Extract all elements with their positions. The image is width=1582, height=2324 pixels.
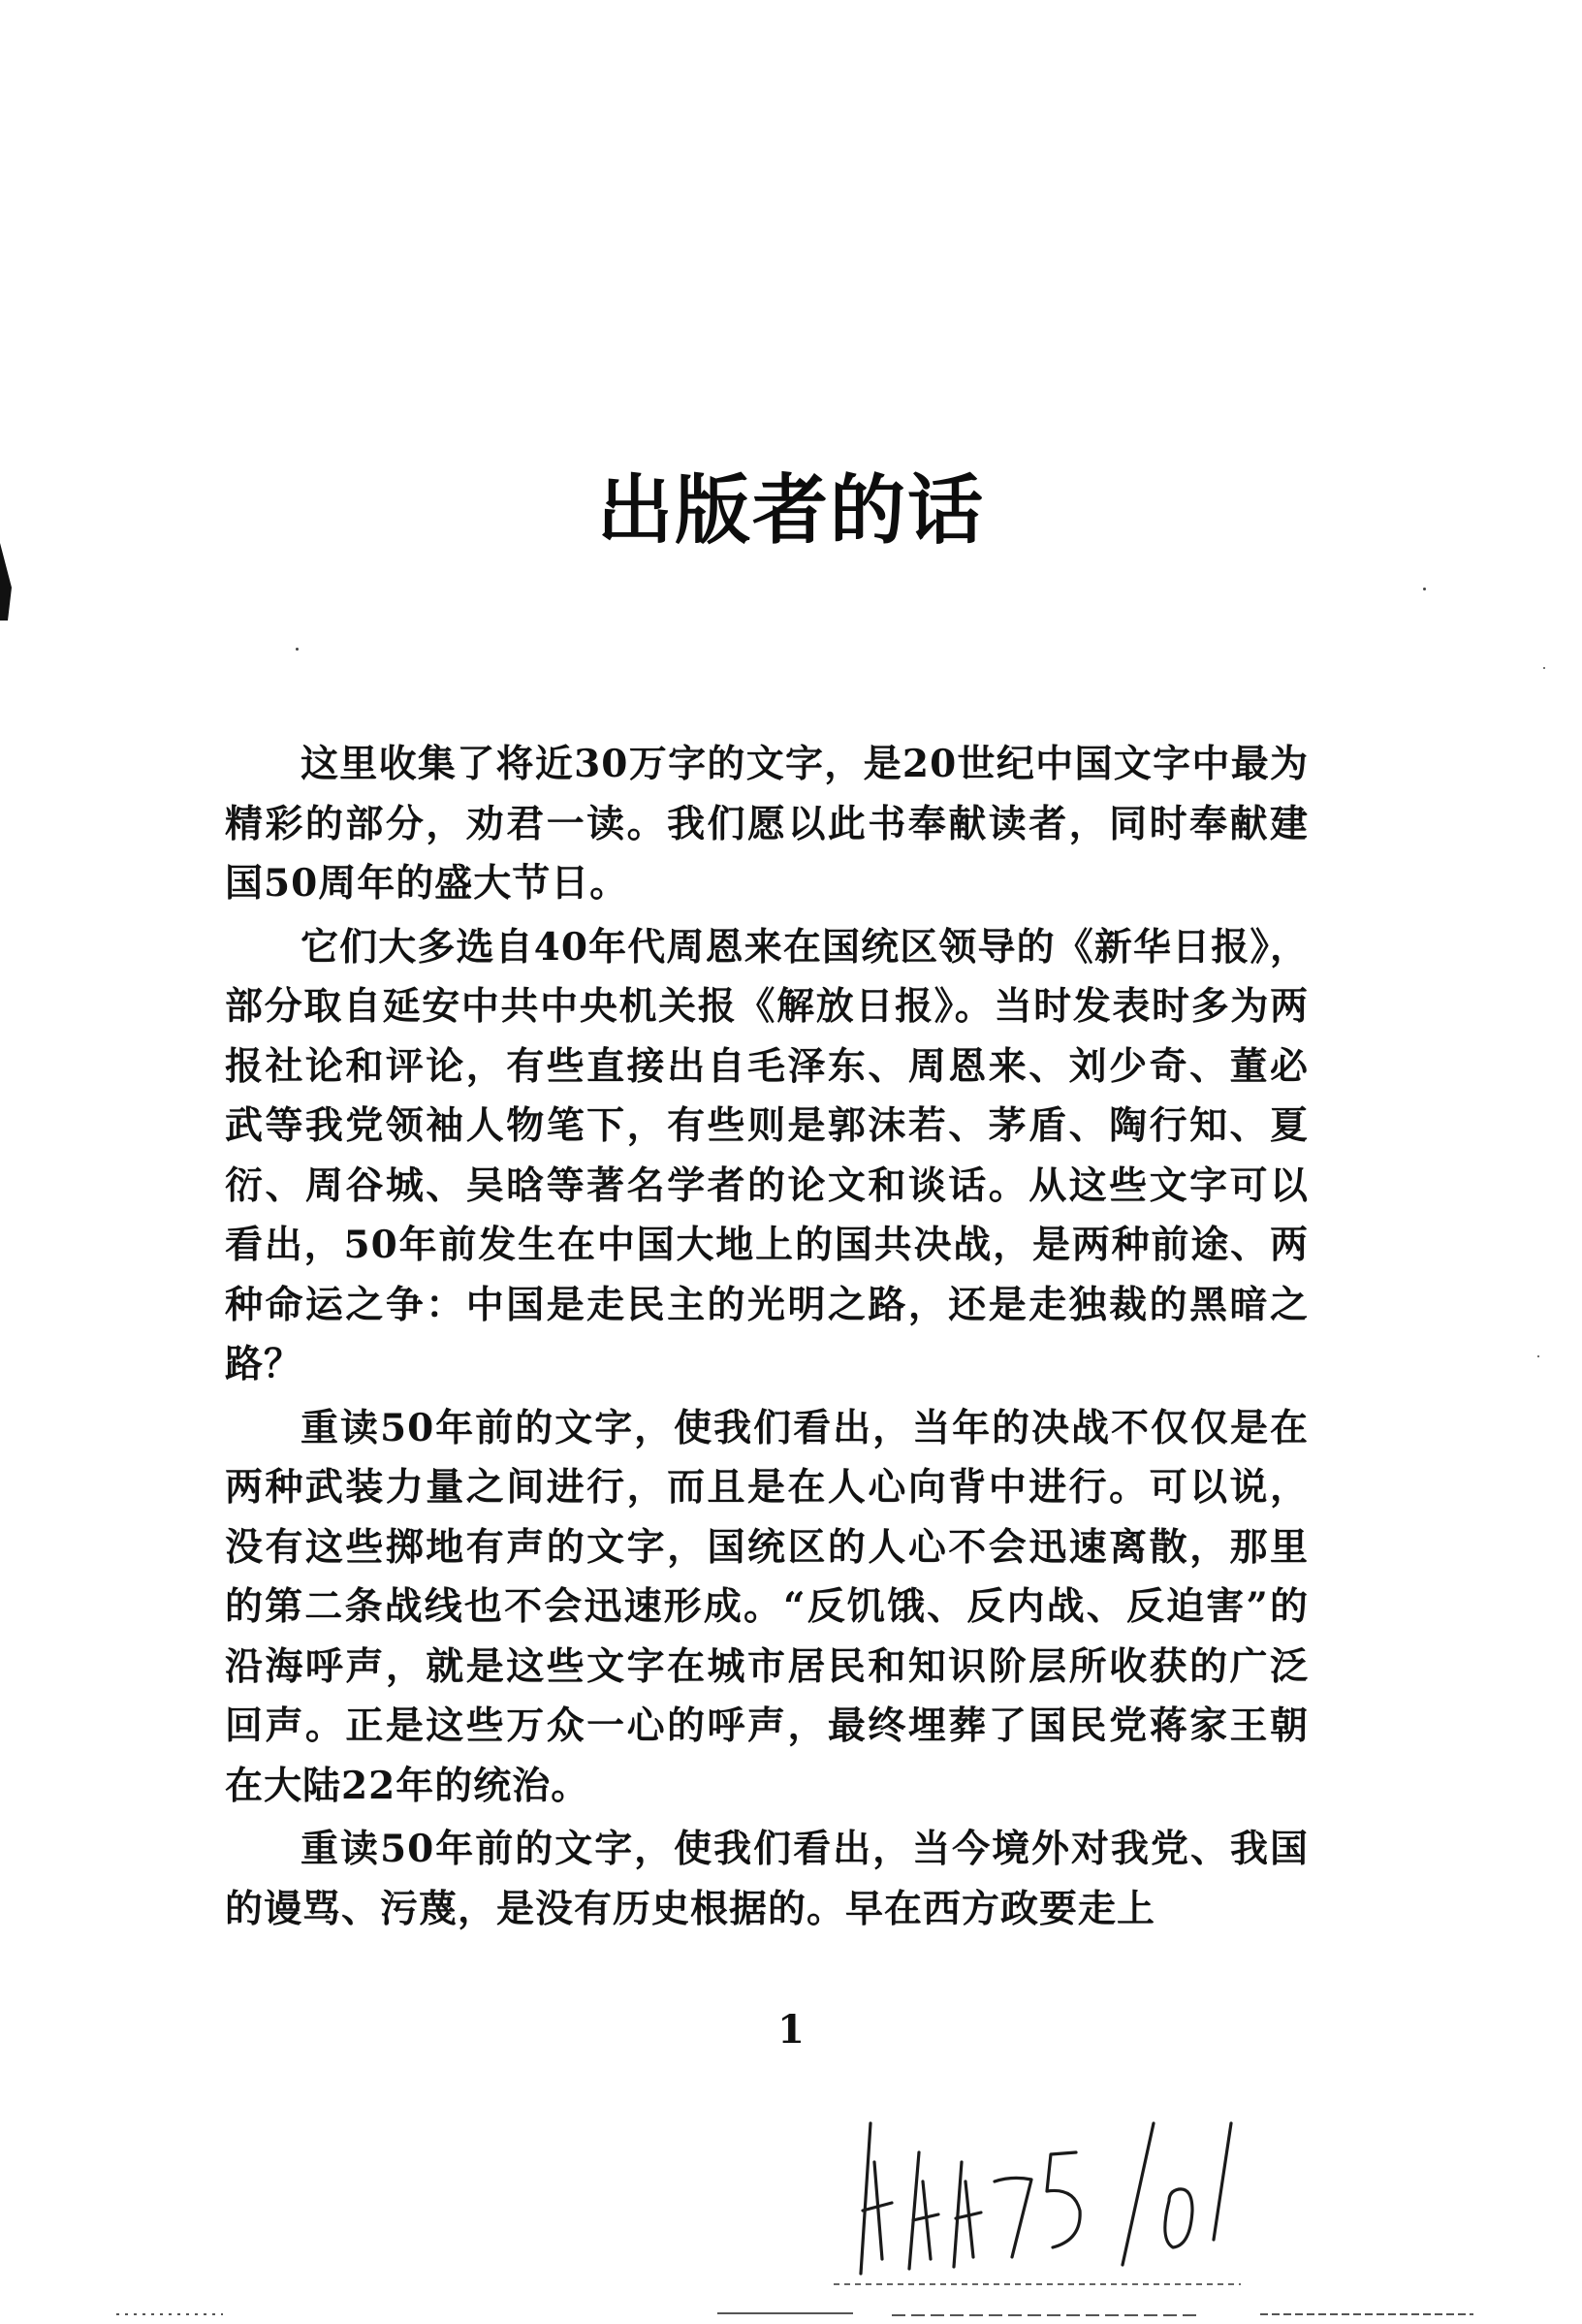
scan-edge-mark (0, 543, 14, 621)
paragraph: 这里收集了将近30万字的文字，是20世纪中国文字中最为精彩的部分，劝君一读。我们愿以此书奉献读者，同时奉献建国50周年的盛大节日。 (225, 742, 1309, 906)
scan-speck (1423, 588, 1426, 590)
page-title: 出版者的话 (596, 466, 985, 555)
paragraph: 它们大多选自40年代周恩来在国统区领导的《新华日报》，部分取自延安中共中央机关报《解放日报》。当时发表时多为两报社论和评论，有些直接出自毛泽东、周恩来、刘少奇、董必武等我党领袖人物笔下，有些则是郭沫若、茅盾、陶行知、夏衍、周谷城、吴晗等著名学者的论文和谈话。从这些文字可以看出，50年前发生在中国大地上的国共决战，是两种前途、两种命运之争：中国是走民主的光明之路，还是走独裁的黑暗之路？ (225, 924, 1309, 1386)
body-text (225, 735, 1309, 1939)
scan-speck (1543, 667, 1545, 669)
handwritten-call-number (834, 2094, 1241, 2288)
page-number: 1 (777, 2007, 805, 2053)
paragraph: 重读50年前的文字，使我们看出，当年的决战不仅仅是在两种武装力量之间进行，而且是在人心向背中进行。可以说，没有这些掷地有声的文字，国统区的人心不会迅速离散，那里的第二条战线也不会迅速形成。“反饥饿、反内战、反迫害”的沿海呼声，就是这些文字在城市居民和知识阶层所收获的广泛回声。正是这些万众一心的呼声，最终埋葬了国民党蒋家王朝在大陆22年的统治。 (225, 1405, 1309, 1808)
scan-bottom-noise (116, 2309, 1473, 2319)
scan-speck (296, 648, 299, 651)
paragraph: 重读50年前的文字，使我们看出，当今境外对我党、我国的谩骂、污蔑，是没有历史根据的。早在西方政要走上 (225, 1827, 1309, 1931)
scan-speck (1537, 1355, 1539, 1357)
